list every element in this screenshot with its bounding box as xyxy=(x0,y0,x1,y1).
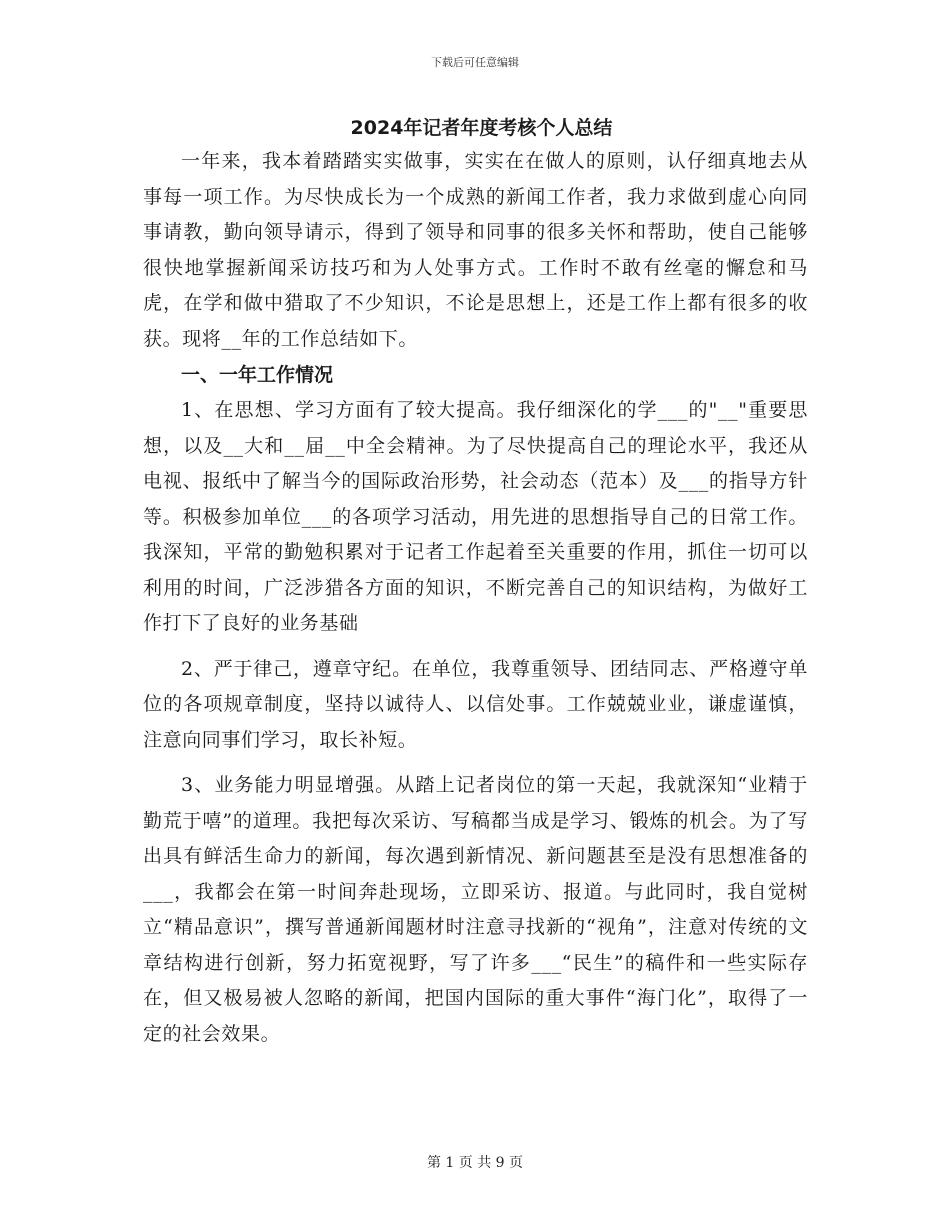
document-title: 2024年记者年度考核个人总结 xyxy=(350,117,613,139)
item-1-paragraph: 1、在思想、学习方面有了较大提高。我仔细深化的学___的"__"重要思想，以及__大和__届__中全会精神。为了尽快提高自己的理论水平，我还从电视、报纸中了解当今的国际政治形势，社会动态（范本）及___的指导方针等。积极参加单位___的各项学习活动，用先进的思想指导自己的日常工作。我深知，平常的勤勉积累对于记者工作起着至关重要的作用，抓住一切可以利用的时间，广泛涉猎各方面的知识，不断完善自己的知识结构，为做好工作打下了良好的业务基础 xyxy=(143,399,808,634)
document-body xyxy=(143,112,808,1052)
item-2-paragraph: 2、严于律己，遵章守纪。在单位，我尊重领导、团结同志、严格遵守单位的各项规章制度，坚持以诚待人、以信处事。工作兢兢业业，谦虚谨慎，注意向同事们学习，取长补短。 xyxy=(143,657,808,751)
header-note: 下载后可任意编辑 xyxy=(431,56,519,69)
section-heading: 一、一年工作情况 xyxy=(181,364,334,386)
item-3-paragraph: 3、业务能力明显增强。从踏上记者岗位的第一天起，我就深知“业精于勤荒于嘻”的道理。我把每次采访、写稿都当成是学习、锻炼的机会。为了写出具有鲜活生命力的新闻，每次遇到新情况、新问题甚至是没有思想准备的___，我都会在第一时间奔赴现场，立即采访、报道。与此同时，我自觉树立“精品意识”，撰写普通新闻题材时注意寻找新的“视角”，注意对传统的文章结构进行创新，努力拓宽视野，写了许多___“民生”的稿件和一些实际存在，但又极易被人忽略的新闻，把国内国际的重大事件“海门化”，取得了一定的社会效果。 xyxy=(143,774,808,1045)
page-footer: 第 1 页 共 9 页 xyxy=(426,1155,524,1171)
intro-paragraph: 一年来，我本着踏踏实实做事，实实在在做人的原则，认仔细真地去从事每一项工作。为尽快成长为一个成熟的新闻工作者，我力求做到虚心向同事请教，勤向领导请示，得到了领导和同事的很多关怀和帮助，使自己能够很快地掌握新闻采访技巧和为人处事方式。工作时不敢有丝毫的懈怠和马虎，在学和做中猎取了不少知识，不论是思想上，还是工作上都有很多的收获。现将__年的工作总结如下。 xyxy=(143,150,808,350)
